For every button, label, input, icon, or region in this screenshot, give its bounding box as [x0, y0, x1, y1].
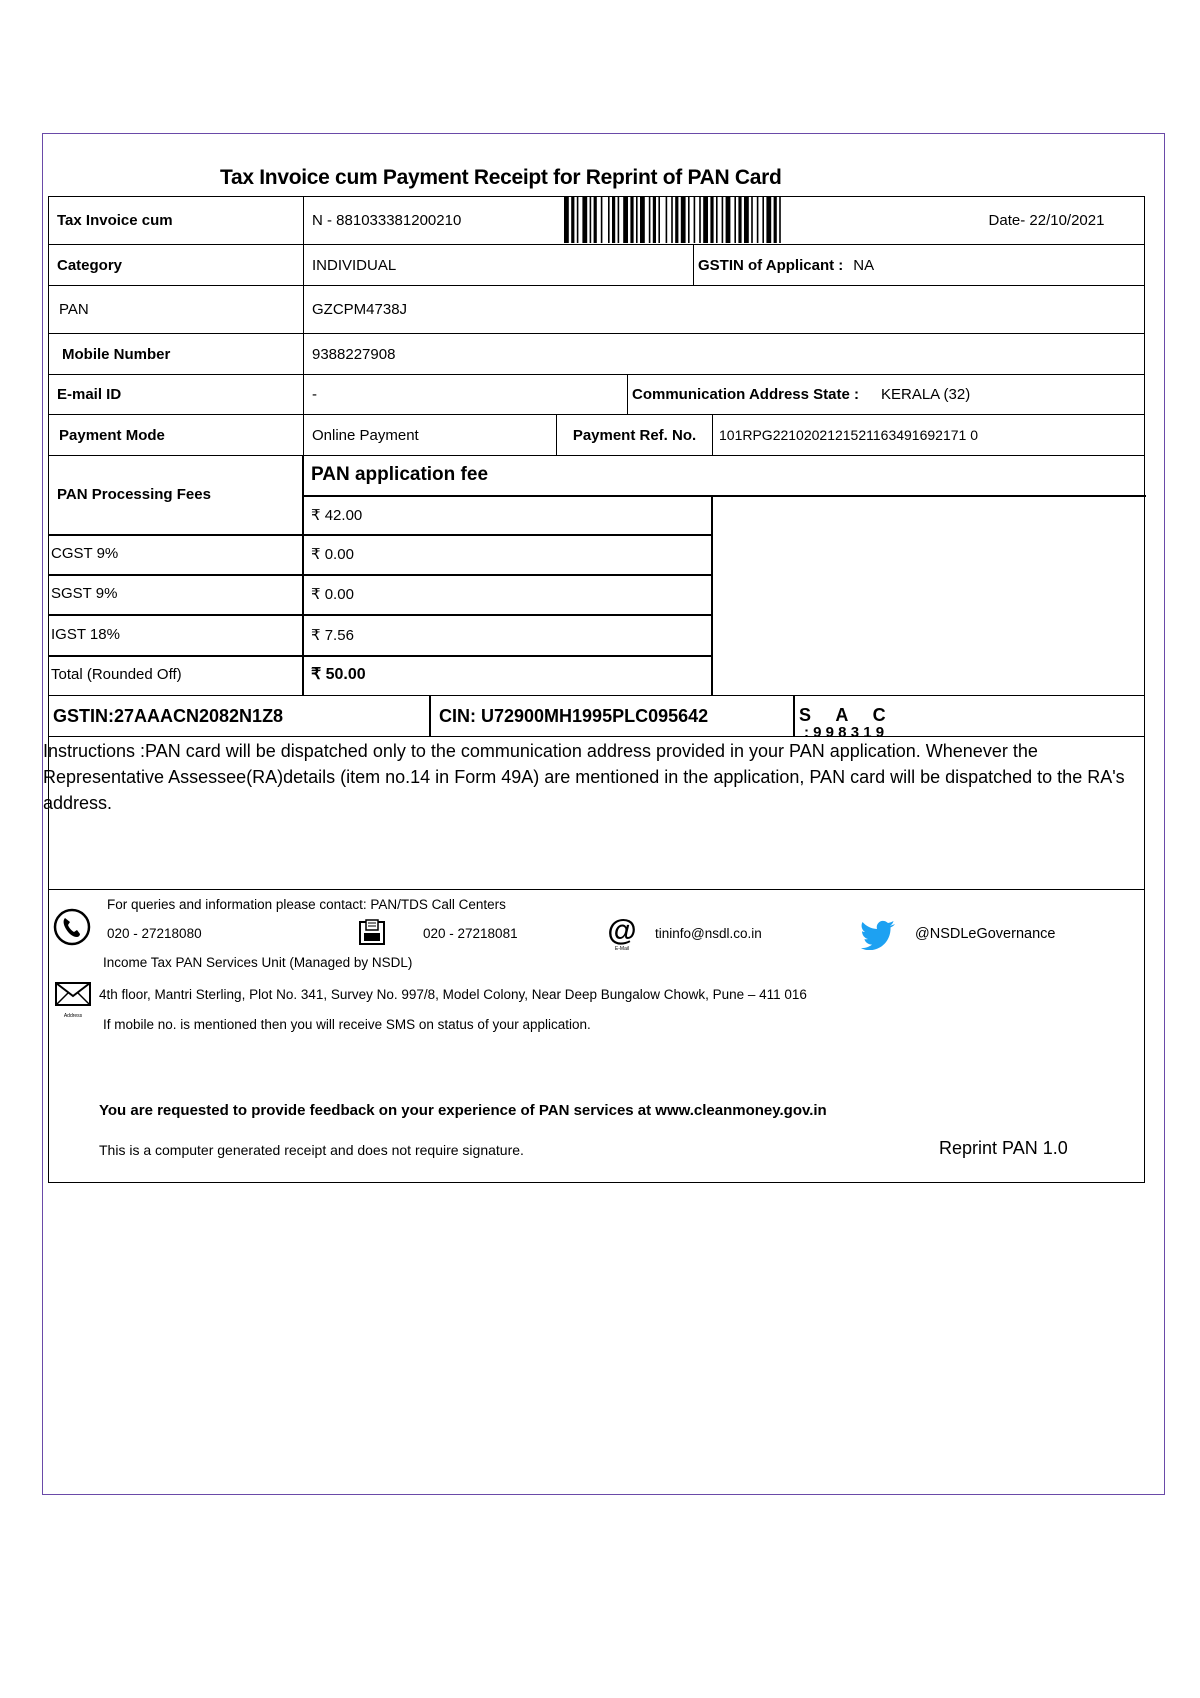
category-label: Category	[57, 256, 123, 274]
fees-value: ₹ 42.00	[311, 507, 363, 524]
barcode-bar	[726, 197, 731, 243]
gstin-cin-row	[49, 696, 1144, 741]
sms-note: If mobile no. is mentioned then you will receive SMS on status of your application.	[103, 1017, 591, 1032]
comm-state-label: Communication Address State :	[632, 386, 859, 403]
sac-value: : 9 9 8 3 1 9	[804, 724, 885, 741]
fees-header: PAN application fee	[311, 464, 489, 485]
barcode-bar	[716, 197, 718, 243]
invoice-number: N - 881033381200210	[303, 197, 1146, 244]
barcode-bar	[594, 197, 597, 243]
pan-label: PAN	[59, 301, 89, 318]
gstin-applicant-label: GSTIN of Applicant :	[698, 256, 844, 274]
twitter-handle[interactable]: @NSDLeGovernance	[915, 926, 1056, 942]
fax-number: 020 - 27218081	[423, 926, 518, 941]
comm-state-value: KERALA (32)	[880, 386, 971, 403]
phone-icon	[53, 908, 91, 946]
category-row	[49, 245, 1144, 286]
barcode-bar	[590, 197, 592, 243]
feedback-text: You are requested to provide feedback on your experience of PAN services at www.cleanmoney.gov.in	[99, 1102, 827, 1119]
pan-row	[49, 286, 1144, 334]
email-icon-caption: E-Mail	[614, 946, 630, 952]
category-value: INDIVIDUAL	[303, 245, 693, 285]
mobile-label: Mobile Number	[62, 345, 171, 363]
barcode-bar	[703, 197, 708, 243]
address-text: 4th floor, Mantri Sterling, Plot No. 341, Survey No. 997/8, Model Colony, Near Deep Bungalow Chowk, Pune – 411 016	[99, 987, 807, 1002]
barcode-bar	[734, 197, 736, 243]
payment-row	[49, 415, 1144, 456]
fax-icon	[357, 918, 387, 948]
barcode-bar	[571, 197, 574, 243]
barcode-bar	[666, 197, 668, 243]
fees-label: PAN Processing Fees	[57, 486, 211, 503]
gstin: GSTIN:27AAACN2082N1Z8	[53, 706, 284, 726]
barcode-bar	[630, 197, 633, 243]
footer-block	[49, 890, 1144, 1182]
payment-ref-label: Payment Ref. No.	[556, 415, 712, 455]
twitter-bird-icon	[861, 920, 897, 950]
barcode-bar	[744, 197, 749, 243]
barcode-bar	[762, 197, 764, 243]
mobile-value: 9388227908	[303, 334, 1146, 374]
gstin-applicant-value: NA	[853, 256, 875, 274]
barcode-bar	[640, 197, 645, 243]
barcode-bar	[618, 197, 620, 243]
barcode-bar	[675, 197, 678, 243]
receipt-title: Tax Invoice cum Payment Receipt for Reprint of PAN Card	[220, 166, 782, 189]
envelope-icon	[55, 982, 91, 1019]
barcode-bar	[694, 197, 696, 243]
barcode-bar	[710, 197, 713, 243]
comm-state	[627, 375, 1146, 414]
barcode-bar	[671, 197, 673, 243]
payment-mode-value: Online Payment	[303, 415, 556, 455]
email-value: -	[303, 375, 627, 414]
queries-text: For queries and information please contact: PAN/TDS Call Centers	[107, 897, 506, 912]
barcode-bar	[653, 197, 656, 243]
barcode-bar	[779, 197, 781, 243]
igst-value: ₹ 7.56	[311, 627, 354, 644]
fees-block	[49, 456, 1144, 696]
cin: CIN: U72900MH1995PLC095642	[439, 706, 709, 726]
email-at-icon: @ E-Mail	[605, 916, 639, 954]
barcode-bar	[681, 197, 686, 243]
instructions-text: Instructions :PAN card will be dispatched only to the communication address provided in your PAN application. Whenever the Representative Assessee(RA)details (item no.14 in Form 49A) are mentioned in the application, PAN card will be dispatched to the RA's address.	[43, 741, 1125, 813]
cgst-value: ₹ 0.00	[311, 546, 354, 563]
invoice-date: Date- 22/10/2021	[988, 212, 1105, 229]
sgst-label: SGST 9%	[51, 585, 118, 602]
barcode-bar	[722, 197, 724, 243]
barcode-bar	[774, 197, 777, 243]
barcode-bar	[699, 197, 701, 243]
sgst-value: ₹ 0.00	[311, 586, 354, 603]
receipt-table	[43, 196, 1145, 1183]
total-label: Total (Rounded Off)	[51, 666, 182, 683]
barcode-bar	[564, 197, 569, 243]
computer-generated-note: This is a computer generated receipt and does not require signature.	[99, 1142, 524, 1158]
igst-label: IGST 18%	[51, 626, 120, 643]
payment-mode-label: Payment Mode	[59, 426, 165, 444]
barcode-bar	[649, 197, 651, 243]
barcode-bar	[636, 197, 638, 243]
barcode-bar	[623, 197, 628, 243]
invoice-barcode	[564, 196, 878, 244]
phone-number: 020 - 27218080	[107, 926, 202, 941]
barcode-bar	[612, 197, 615, 243]
barcode-bar	[757, 197, 759, 243]
barcode-bar	[738, 197, 741, 243]
gstin-applicant	[693, 245, 1146, 285]
barcode-bar	[608, 197, 610, 243]
instructions-block	[43, 737, 1144, 890]
payment-ref-value: 101RPG2210202121521163491692171 0	[712, 415, 1146, 455]
barcode-bar	[766, 197, 771, 243]
barcode-bar	[658, 197, 660, 243]
unit-name: Income Tax PAN Services Unit (Managed by NSDL)	[103, 955, 413, 970]
barcode-bar	[751, 197, 753, 243]
mobile-row	[49, 334, 1144, 375]
barcode-bar	[582, 197, 587, 243]
cgst-label: CGST 9%	[51, 545, 119, 562]
version-label: Reprint PAN 1.0	[939, 1138, 1068, 1158]
barcode-bar	[601, 197, 603, 243]
sac-label: S A C	[799, 705, 886, 725]
barcode-bar	[688, 197, 690, 243]
email-label: E-mail ID	[57, 386, 122, 403]
address-icon-caption: Address	[63, 1013, 83, 1019]
email-address[interactable]: tininfo@nsdl.co.in	[655, 926, 762, 941]
barcode-bar	[577, 197, 579, 243]
total-value: ₹ 50.00	[311, 666, 366, 683]
email-row	[49, 375, 1144, 415]
pan-value: GZCPM4738J	[303, 286, 1146, 333]
invoice-label: Tax Invoice cum	[57, 212, 173, 229]
